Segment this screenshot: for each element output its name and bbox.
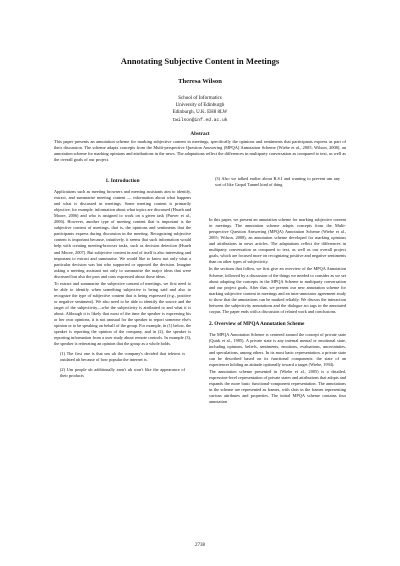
- author-email: twilson@inf.ed.ac.uk: [172, 117, 228, 123]
- author-name: Theresa Wilson: [178, 78, 222, 85]
- column-gap: [209, 192, 346, 217]
- affiliation-school: School of Informatics: [178, 96, 222, 101]
- mpqa-paragraph-1: The MPQA Annotation Scheme is centered around the concept of private state (Quirk et al., 1985). A private state is any internal mental or emotional state, including opinions, beliefs, sentiments, emotions, evaluations, uncertainties, and speculations, among others. In its most basic representation, a private state can be described based on its functional components: the state of an experiencer holding an attitude optionally toward a target (Wiebe, 1994).: [209, 331, 346, 368]
- abstract-heading: Abstract: [190, 131, 210, 137]
- affiliation-university: University of Edinburgh: [175, 103, 225, 109]
- section-2-heading: 2. Overview of MPQA Annotation Scheme: [209, 320, 305, 327]
- intro-paragraph-1: Applications such as meeting browsers and meeting assistants aim to identify, extract, and summarise meeting content — information about what happens and what is discussed in meetings. Some meeting content is primarily objective, for example, information about what topics are discussed (Hsueh and Moore, 2006) and who is assigned to work on a given task (Purver et al., 2006). However, another type of meeting content that is important is the subjective content of meetings, that is, the opinions and sentiments that the participants express during discussion in the meeting. Recognizing subjective content is important because, intuitively, it seems that such information would help with creating meeting-browser tasks, such as decision detection (Hsueh and Moore, 2007). But subjective content in and of itself is also interesting and important to extract and summarise. We would like to know not only what a particular decision was but who supported or opposed the decision. Imagine asking a meeting assistant not only to summarise the major ideas that were discussed but also the pros and cons expressed about those ideas.: [54, 189, 191, 279]
- example-1: (1) The first one is that um uh the company's decided that teletext is outdated uh because of how popular the internet is.: [60, 351, 185, 363]
- mpqa-paragraph-2: The annotation scheme presented in (Wiebe et al., 2005) is a detailed, expression-level representation of private states and attributions that adopts and expands the more basic functional-component representation. The annotations in the scheme are represented as frames, with slots in the frames representing various attributes and properties. The initial MPQA scheme contains four annotation: [209, 369, 346, 405]
- example-2: (2) Um people uh additionally aren't uh won't like the appearance of their products: [60, 367, 185, 379]
- abstract-text: This paper presents an annotation scheme for marking subjective content in meetings, specifically the opinions and sentiments that participants express as part of their discussion. The scheme adapts concepts from the Multi-perspective Question Answering (MPQA) Annotation Scheme (Wiebe et al., 2005; Wilson, 2008), an annotation scheme for marking opinions and attributions in the news. The adaptations reflect the differences in multiparty conversation as compared to text, as well as the overall goals of our project.: [54, 139, 346, 162]
- paper-title: Annotating Subjective Content in Meetings: [120, 56, 280, 66]
- section-1-heading: 1. Introduction: [105, 178, 140, 184]
- intro-paragraph-2: To extract and summarise the subjective content of meetings, we first need to be able to identify when something subjective is being said and also to recognize the type of subjective content that is being expressed (e.g., positive or negative sentiment). We also need to be able to identify the source and the target of the subjectivity—who the subjectivity is attributed to and what it is about. Although it is likely that most of the time the speaker is expressing his or her own opinions, it is not unusual for the speaker to report someone else's opinion or to be speaking on behalf of the group. For example, in (1) below, the speaker is reporting the opinion of the company, and in (2), the speaker is reporting information from a user study about remote controls. In example (3), the speaker is reiterating an opinion that the group as a whole holds.: [54, 280, 191, 347]
- page-number: 2738: [195, 543, 205, 548]
- right-column: [209, 176, 346, 405]
- intro-paragraph-3: In this paper, we present an annotation scheme for marking subjective content in meetings. The annotation scheme adapts concepts from the Multi-perspective Question Answering (MPQA) Annotation Scheme (Wiebe et al., 2005; Wilson, 2008), an annotation scheme developed for marking opinions and attributions in news articles. The adaptations reflect the differences in multiparty conversation as compared to text, as well as our overall project goals, which are focused more on recognizing positive and negative sentiments than on other types of subjectivity.: [209, 217, 346, 265]
- intro-paragraph-4: In the sections that follow, we first give an overview of the MPQA Annotation Scheme, followed by a discussion of the things we needed to consider as we set about adapting the concepts in the MPQA Scheme to multiparty conversation and our project goals. After that, we present our new annotation scheme for marking subjective content in meetings and an inter-annotator agreement study to show that the annotations can be marked reliably. We discuss the interaction between the subjectivity annotations and the dialogue act tags in the annotated corpus. The paper ends with a discussion of related work and conclusions.: [209, 266, 346, 314]
- left-column: [54, 176, 191, 383]
- affiliation-block: [0, 95, 400, 124]
- affiliation-address: Edinburgh, U.K. EH8 8LW: [172, 110, 228, 116]
- example-3: (3) Also we talked earlier about R.S.I and wanting to prevent um any sort of like Carpal Tunnel kind of thing: [215, 176, 340, 188]
